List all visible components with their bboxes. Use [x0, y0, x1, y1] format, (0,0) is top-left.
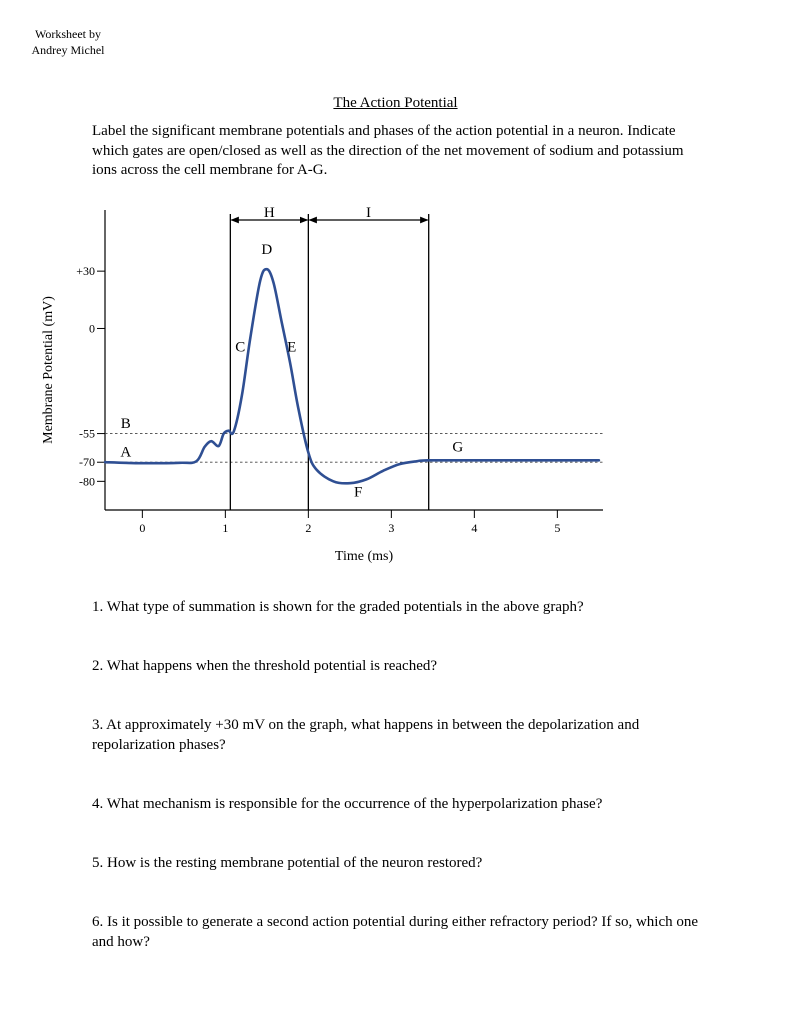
x-tick-label: 5 [554, 521, 561, 535]
point-label-e: E [287, 339, 297, 356]
x-axis-label: Time (ms) [334, 549, 394, 564]
credit-line-2: Andrey Michel [31, 43, 105, 57]
y-tick-label: +30 [76, 264, 95, 279]
y-tick-label: -55 [79, 426, 95, 441]
page-title: The Action Potential [333, 95, 458, 111]
point-label-g: G [452, 439, 464, 456]
point-label-c: C [235, 339, 246, 356]
author-credit [0, 26, 136, 58]
bracket-i-label: I [366, 205, 372, 221]
x-tick-label: 1 [222, 521, 229, 535]
y-tick-label: 0 [89, 321, 95, 336]
action-potential-curve [105, 269, 599, 483]
y-tick-label: -80 [79, 474, 95, 489]
question-2: 2. What happens when the threshold potential is reached? [92, 658, 438, 674]
point-label-b: B [120, 415, 131, 432]
instructions: Label the significant membrane potentials and phases of the action potential in a neuron. Indicate which gates are open/closed as well as the direction of the net movement of sodium and potassium ions across the cell membrane for A-G. [92, 123, 684, 178]
y-axis-label: Membrane Potential (mV) [41, 296, 56, 444]
x-tick-label: 2 [305, 521, 312, 535]
point-label-f: F [353, 484, 363, 501]
bracket-h-label: H [263, 205, 275, 221]
point-label-d: D [261, 241, 273, 258]
x-tick-label: 3 [388, 521, 395, 535]
x-tick-label: 4 [471, 521, 478, 535]
question-5: 5. How is the resting membrane potential of the neuron restored? [92, 855, 483, 871]
y-tick-label: -70 [79, 455, 95, 470]
question-3: 3. At approximately +30 mV on the graph, what happens in between the depolarization and repolarization phases? [92, 717, 640, 753]
question-6: 6. Is it possible to generate a second action potential during either refractory period? If so, which one and how? [92, 914, 699, 950]
question-1: 1. What type of summation is shown for the graded potentials in the above graph? [92, 599, 584, 615]
credit-line-1: Worksheet by [34, 27, 102, 41]
question-4: 4. What mechanism is responsible for the occurrence of the hyperpolarization phase? [92, 796, 603, 812]
action-potential-chart [0, 200, 791, 575]
x-tick-label: 0 [139, 521, 146, 535]
point-label-a: A [120, 444, 132, 461]
